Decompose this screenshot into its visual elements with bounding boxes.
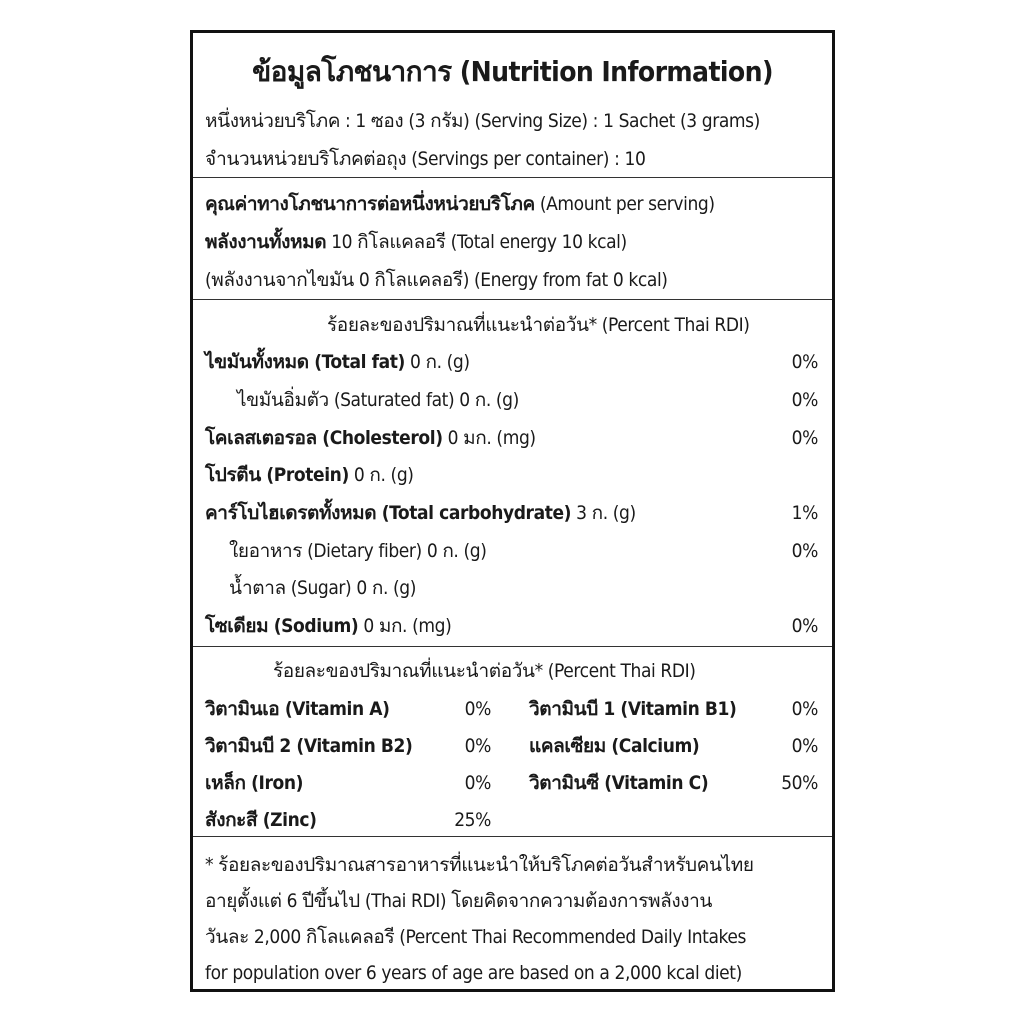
nutrient-row: น้ำตาล (Sugar) 0 ก. (g) (229, 577, 416, 599)
footnote-line: for population over 6 years of age are based on a 2,000 kcal diet) (205, 962, 742, 984)
nutrient-row: โปรตีน (Protein) 0 ก. (g) (205, 464, 414, 486)
nutrient-pct: 0% (791, 389, 818, 411)
divider (193, 836, 832, 837)
amount-per-serving-heading: คุณค่าทางโภชนาการต่อหนึ่งหน่วยบริโภค (Amount per serving) (205, 193, 715, 215)
footnote-line: * ร้อยละของปริมาณสารอาหารที่แนะนำให้บริโภคต่อวันสำหรับคนไทย (205, 854, 754, 876)
divider (193, 299, 832, 300)
nutrition-label (190, 30, 835, 992)
vitamin-name: แคลเซียม (Calcium) (529, 735, 700, 757)
vitamin-name: สังกะสี (Zinc) (205, 809, 317, 831)
vitamin-name: วิตามินบี 2 (Vitamin B2) (205, 735, 413, 757)
servings-per-container: จำนวนหน่วยบริโภคต่อถุง (Servings per container) : 10 (205, 148, 646, 170)
vitamin-name: วิตามินซี (Vitamin C) (529, 772, 709, 794)
vitamin-pct: 0% (464, 735, 491, 757)
vitamin-pct: 50% (781, 772, 818, 794)
nutrient-pct: 0% (791, 540, 818, 562)
nutrient-row: โซเดียม (Sodium) 0 มก. (mg) (205, 615, 452, 637)
nutrient-row: ไขมันอิ่มตัว (Saturated fat) 0 ก. (g) (237, 389, 519, 411)
vitamin-pct: 25% (454, 809, 491, 831)
nutrients-header: ร้อยละของปริมาณที่แนะนำต่อวัน* (Percent Thai RDI) (327, 314, 750, 336)
vitamin-pct: 0% (464, 772, 491, 794)
vitamins-header: ร้อยละของปริมาณที่แนะนำต่อวัน* (Percent Thai RDI) (273, 660, 696, 682)
energy-from-fat: (พลังงานจากไขมัน 0 กิโลแคลอรี) (Energy from fat 0 kcal) (205, 269, 668, 291)
total-energy: พลังงานทั้งหมด 10 กิโลแคลอรี (Total energy 10 kcal) (205, 231, 627, 253)
footnote-line: อายุตั้งแต่ 6 ปีขึ้นไป (Thai RDI) โดยคิดจากความต้องการพลังงาน (205, 890, 712, 912)
vitamin-pct: 0% (791, 698, 818, 720)
nutrient-row: คาร์โบไฮเดรตทั้งหมด (Total carbohydrate) 3 ก. (g) (205, 502, 636, 524)
nutrient-row: โคเลสเตอรอล (Cholesterol) 0 มก. (mg) (205, 427, 536, 449)
divider (193, 646, 832, 647)
vitamin-pct: 0% (464, 698, 491, 720)
nutrient-pct: 0% (791, 351, 818, 373)
nutrient-pct: 1% (791, 502, 818, 524)
vitamin-name: วิตามินเอ (Vitamin A) (205, 698, 390, 720)
label-title: ข้อมูลโภชนาการ (Nutrition Information) (252, 55, 773, 88)
serving-size: หนึ่งหน่วยบริโภค : 1 ซอง (3 กรัม) (Serving Size) : 1 Sachet (3 grams) (205, 110, 760, 132)
vitamin-name: เหล็ก (Iron) (205, 772, 304, 794)
divider (193, 177, 832, 178)
footnote-line: วันละ 2,000 กิโลแคลอรี (Percent Thai Recommended Daily Intakes (205, 926, 746, 948)
vitamin-pct: 0% (791, 735, 818, 757)
nutrient-pct: 0% (791, 615, 818, 637)
vitamin-name: วิตามินบี 1 (Vitamin B1) (529, 698, 737, 720)
nutrient-row: ใยอาหาร (Dietary fiber) 0 ก. (g) (229, 540, 487, 562)
nutrient-pct: 0% (791, 427, 818, 449)
nutrient-row: ไขมันทั้งหมด (Total fat) 0 ก. (g) (205, 351, 470, 373)
